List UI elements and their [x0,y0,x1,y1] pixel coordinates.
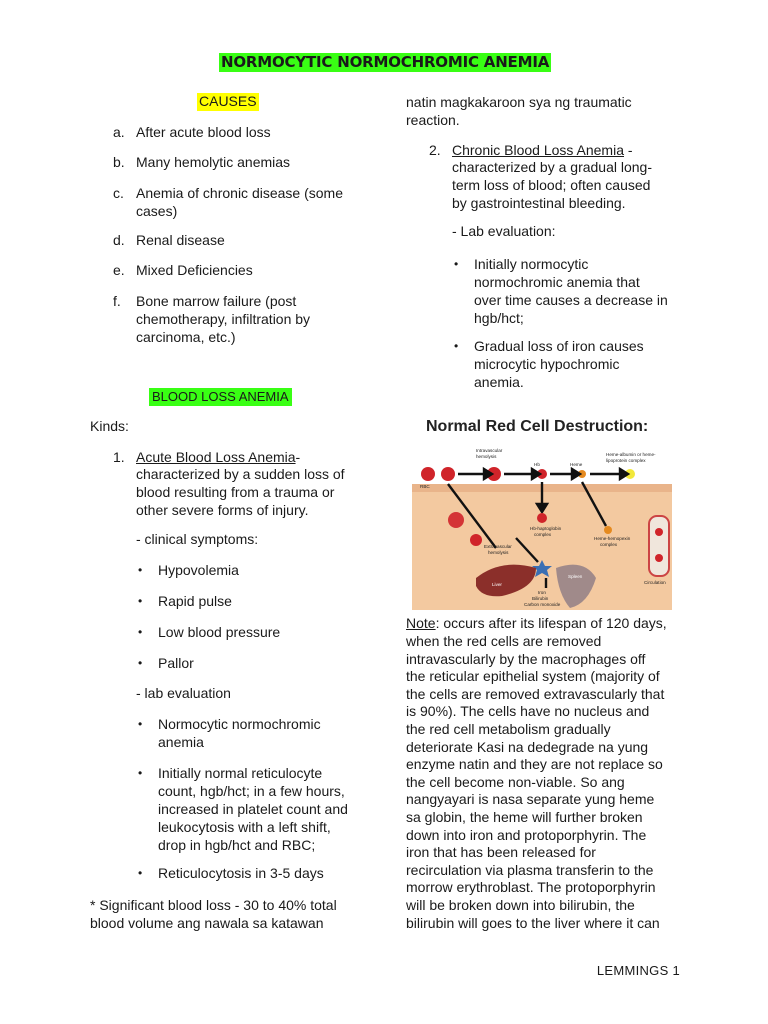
note-line: bilirubin will goes to the liver where it can [406,914,660,931]
cause-text: Bone marrow failure (post [136,293,297,309]
bullet-icon: • [454,339,459,353]
bullet-icon: • [138,563,143,577]
label-heme-hemopexin-1: Heme-hemopexin [594,536,631,541]
acute-suffix: - [295,449,301,465]
hb-haptoglobin-complex [537,513,547,523]
lab-item-line: increased in platelet count and [158,801,348,817]
macrophage-cell [448,512,464,528]
chronic-desc-line: by gastrointestinal bleeding. [452,195,626,211]
note-line: the cell become non-viable. So ang [406,773,625,790]
bullet-icon: • [138,594,143,608]
label-intravascular-2: hemolysis [476,454,497,459]
chronic-lab-label: - Lab evaluation: [452,223,556,239]
significant-line: * Significant blood loss - 30 to 40% total [90,897,337,913]
rbc-cell [441,467,455,481]
cause-marker: e. [113,262,125,278]
cause-marker: d. [113,232,125,248]
cause-text: Anemia of chronic disease (some [136,185,343,201]
note-line: the reticular epithelial system (majority of [406,668,660,685]
acute-desc-line: blood resulting from a trauma or [136,484,335,500]
bullet-icon: • [138,625,143,639]
note-line: down into iron and protoporphyrin. The [406,826,647,843]
lab-item-line: count, hgb/hct; in a few hours, [158,783,345,799]
lab-item-line: Normocytic normochromic [158,716,321,732]
lab-label: - lab evaluation [136,685,231,701]
symptom-item: Hypovolemia [158,562,239,578]
note-first-rest: : occurs after its lifespan of 120 days, [435,615,667,631]
label-heme-albumin-1: Heme-albumin or heme- [606,452,656,457]
chronic-lab-line: hgb/hct; [474,310,524,326]
figure-title: Normal Red Cell Destruction: [426,418,649,435]
circulating-rbc [655,528,663,536]
acute-desc-line: characterized by a sudden loss of [136,466,345,482]
macrophage-cell [470,534,482,546]
cause-marker: a. [113,124,125,140]
note-line: enzyme natin and they are not replace so [406,756,663,773]
label-heme-hemopexin-2: complex [600,542,618,547]
chronic-lab-line: Initially normocytic [474,256,589,272]
cause-marker: c. [113,185,124,201]
rbc-cell [421,467,435,481]
label-rbc: RBC [420,484,430,489]
label-liver: Liver [492,582,502,587]
note-line: the red cell metabolism gradually [406,721,611,737]
note-line: will be broken down into bilirubin, the [406,897,635,913]
label-circulation: Circulation [644,580,666,585]
chronic-heading [452,142,633,160]
acute-desc-line: other severe forms of injury. [136,502,309,518]
note-line: iron that has been released for [406,844,596,861]
lab-item-line: Initially normal reticulocyte [158,765,323,781]
cause-text: chemotherapy, infiltration by [136,311,311,327]
circulating-rbc [655,554,663,562]
label-extravascular-2: hemolysis [488,550,509,555]
label-extravascular-1: Extravascular [484,544,512,549]
continuation-line: natin magkakaroon sya ng traumatic [406,94,632,110]
chronic-desc-line: term loss of blood; often caused [452,177,651,193]
chronic-lab-line: normochromic anemia that [474,274,640,290]
note-line: nangyayari is nasa separate yung heme [406,791,655,808]
cause-text: carcinoma, etc.) [136,329,236,345]
lab-item-line: anemia [158,734,204,750]
note-line: the cells are removed extravascularly that [406,685,665,702]
heme-hemopexin-complex [604,526,612,534]
chronic-number: 2. [429,142,441,158]
note-label: Note [406,615,436,631]
lab-item-line: leukocytosis with a left shift, [158,819,331,835]
note-line: is 90%). The cells have no nucleus and [406,703,650,720]
note-line: morrow erythroblast. The protoporphyrin [406,879,656,896]
bullet-icon: • [138,866,143,880]
acute-name: Acute Blood Loss Anemia [136,449,296,465]
figure-diagram [406,408,678,612]
circulation-vessel [649,516,669,576]
chronic-lab-line: anemia. [474,374,524,390]
note-first-line [406,615,667,633]
chronic-desc-line: characterized by a gradual long- [452,159,653,175]
symptom-item: Pallor [158,655,194,671]
chronic-lab-line: Gradual loss of iron causes [474,338,644,354]
cause-text: Mixed Deficiencies [136,262,253,278]
note-line: when the red cells are removed [406,633,602,649]
cause-marker: b. [113,154,125,170]
bullet-icon: • [138,766,143,780]
note-line: sa globin, the heme will further broken [406,809,643,825]
footer-label: LEMMINGS 1 [596,963,680,978]
symptom-item: Rapid pulse [158,593,232,609]
chronic-lab-line: microcytic hypochromic [474,356,620,372]
bullet-icon: • [138,656,143,670]
chronic-name: Chronic Blood Loss Anemia [452,142,624,158]
note-line: intravascularly by the macrophages off [406,650,646,667]
bullet-icon: • [138,717,143,731]
label-hb-haptoglobin-2: complex [534,532,552,537]
label-bilirubin: Bilirubin [532,596,549,601]
acute-heading [136,449,300,467]
label-spleen: Spleen [568,574,583,579]
label-hb: Hb [534,462,540,467]
label-heme-albumin-2: lipoprotein complex [606,458,646,463]
lab-item-line: drop in hgb/hct and RBC; [158,837,316,853]
cause-text: Renal disease [136,232,225,248]
bullet-icon: • [454,257,459,271]
symptom-item: Low blood pressure [158,624,281,640]
acute-number: 1. [113,449,125,465]
cause-marker: f. [113,293,121,309]
lab-item-line: Reticulocytosis in 3-5 days [158,865,324,881]
label-iron: Iron [538,590,546,595]
clinical-label: - clinical symptoms: [136,531,259,547]
cause-text: Many hemolytic anemias [136,154,291,170]
cause-text: cases) [136,203,178,219]
red-cell-destruction-figure [406,408,678,612]
page-title: NORMOCYTIC NORMOCHROMIC ANEMIA [221,53,550,71]
label-hb-haptoglobin-1: Hb-haptoglobin [530,526,562,531]
label-intravascular-1: Intravascular [476,448,503,453]
note-line: recirculation via plasma transferin to the [406,861,654,878]
note-line: deteriorate Kasi na dedegrade na yung [406,738,649,755]
label-heme: Heme [570,462,583,467]
causes-heading: CAUSES [199,93,257,109]
chronic-lab-line: over time causes a decrease in [474,292,668,308]
kinds-label: Kinds: [90,418,129,434]
blood-loss-heading: BLOOD LOSS ANEMIA [149,388,292,406]
label-carbon-monoxide: Carbon monoxide [524,602,561,607]
chronic-suffix: - [624,142,633,158]
continuation-line: reaction. [406,112,460,128]
significant-line: blood volume ang nawala sa katawan [90,915,324,931]
cause-text: After acute blood loss [136,124,271,140]
